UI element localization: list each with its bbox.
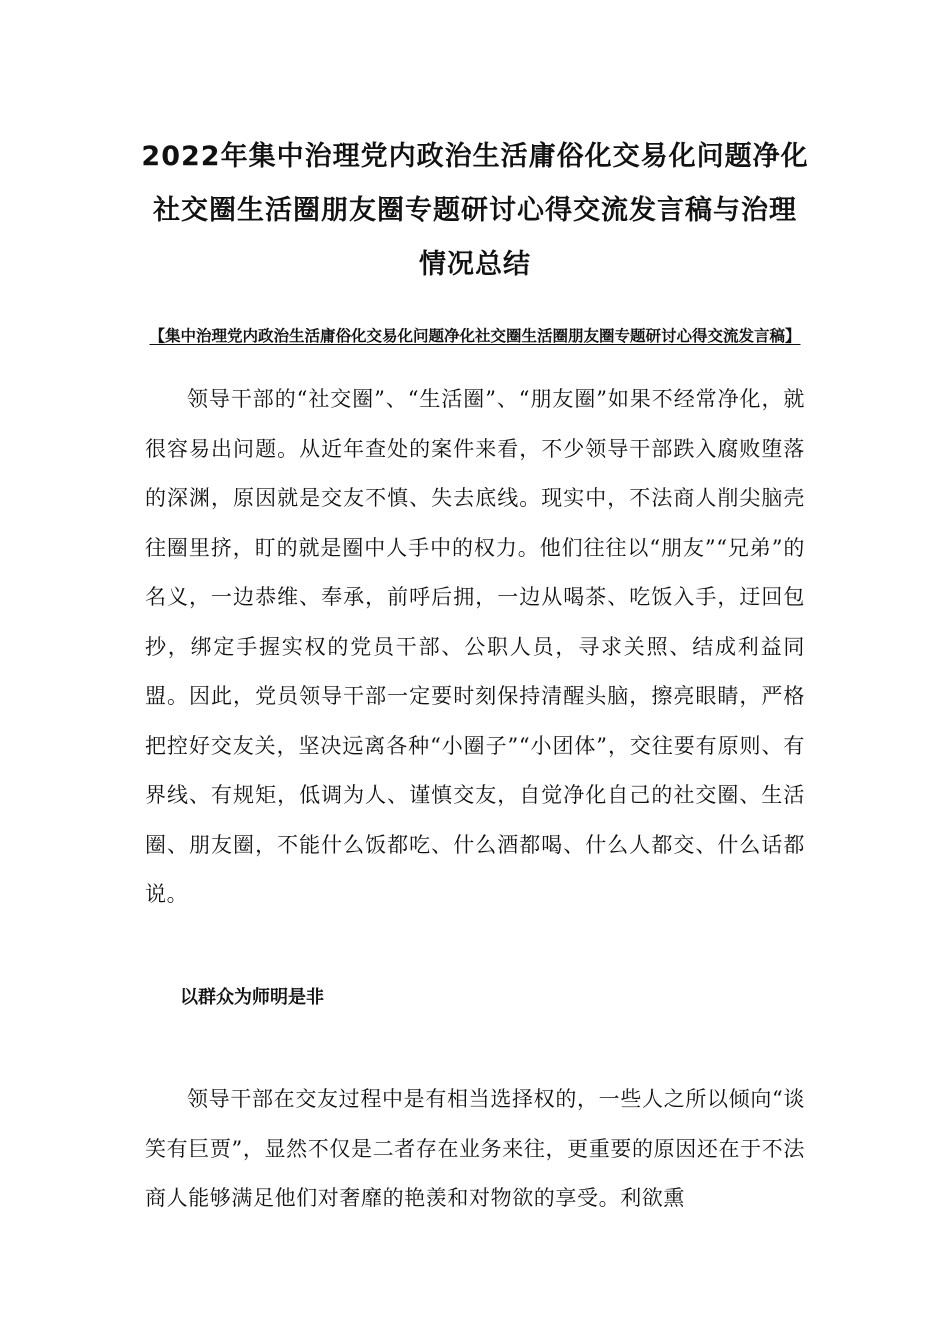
body-paragraph-1: 领导干部的“社交圈”、“生活圈”、“朋友圈”如果不经常净化，就很容易出问题。从近年查处的案件来看，不少领导干部跌入腐败堕落的深渊，原因就是交友不慎、失去底线。现实中，不法商人削尖脑壳往圈里挤，盯的就是圈中人手中的权力。他们往往以“朋友”“兄弟”的名义，一边恭维、奉承，前呼后拥，一边从喝茶、吃饭入手，迂回包抄，绑定手握实权的党员干部、公职人员，寻求关照、结成利益同盟。因此，党员领导干部一定要时刻保持清醒头脑，擦亮眼睛，严格把控好交友关，坚决远离各种“小圈子”“小团体”，交往要有原则、有界线、有规矩，低调为人、谨慎交友，自觉净化自己的社交圈、生活圈、朋友圈，不能什么饭都吃、什么酒都喝、什么人都交、什么话都说。 — [145, 387, 805, 906]
section-heading: 以群众为师明是非 — [180, 987, 324, 1008]
document-subtitle: 【集中治理党内政治生活庸俗化交易化问题净化社交圈生活圈朋友圈专题研讨心得交流发言稿】 — [149, 327, 801, 345]
body-paragraph-2: 领导干部在交友过程中是有相当选择权的，一些人之所以倾向“谈笑有巨贾”，显然不仅是二者存在业务来往，更重要的原因还在于不法商人能够满足他们对奢靡的艳羡和对物欲的享受。利欲熏 — [145, 1087, 805, 1210]
document-title: 2022年集中治理党内政治生活庸俗化交易化问题净化社交圈生活圈朋友圈专题研讨心得交流发言稿与治理情况总结 — [141, 141, 809, 280]
